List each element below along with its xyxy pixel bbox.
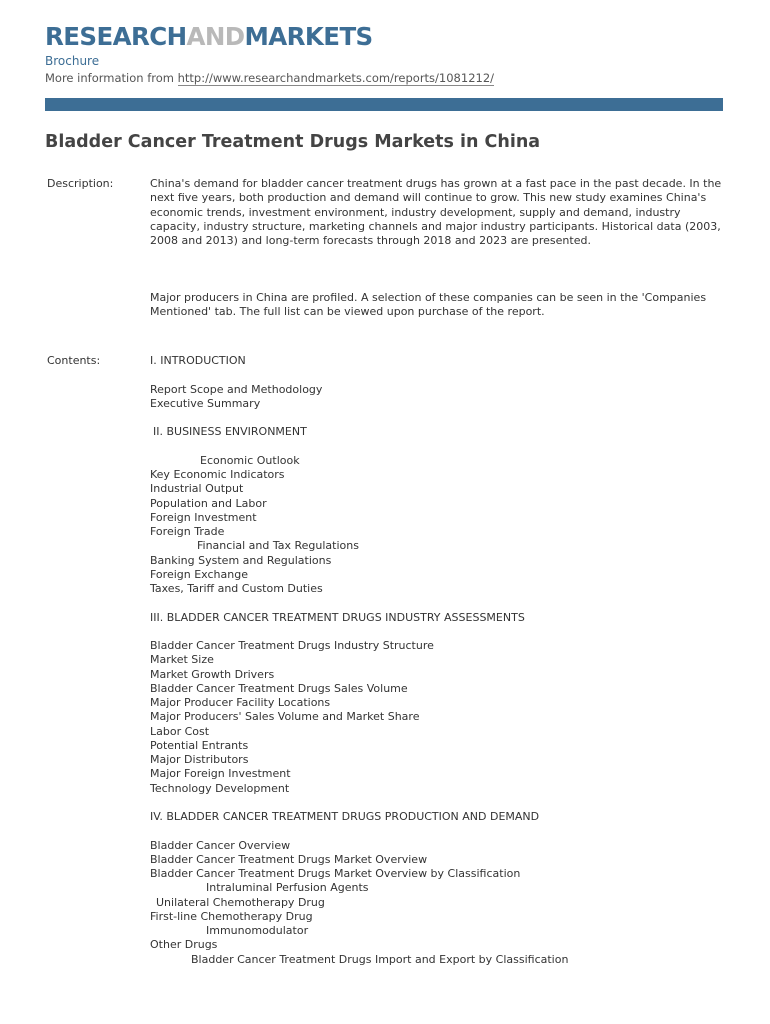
contents-item: III. BLADDER CANCER TREATMENT DRUGS INDUSTRY ASSESSMENTS bbox=[150, 610, 525, 624]
contents-spacer bbox=[150, 824, 730, 838]
contents-item: Report Scope and Methodology bbox=[150, 382, 323, 396]
contents-spacer bbox=[150, 368, 730, 382]
contents-item: Technology Development bbox=[150, 781, 290, 795]
contents-item: IV. BLADDER CANCER TREATMENT DRUGS PRODUCTION AND DEMAND bbox=[150, 810, 540, 823]
description-label: Description: bbox=[47, 177, 114, 190]
contents-item: Immunomodulator bbox=[206, 924, 309, 937]
contents-item: Bladder Cancer Treatment Drugs Industry Structure bbox=[150, 639, 434, 652]
contents-item: Major Foreign Investment bbox=[150, 767, 291, 781]
contents-item: First-line Chemotherapy Drug bbox=[150, 909, 313, 923]
contents-item: Bladder Cancer Treatment Drugs Market Overview bbox=[150, 852, 428, 866]
contents-item: Foreign Investment bbox=[150, 510, 257, 524]
brochure-label: Brochure bbox=[45, 54, 100, 68]
contents-item: Key Economic Indicators bbox=[150, 468, 285, 481]
contents-item: II. BUSINESS ENVIRONMENT bbox=[153, 425, 307, 439]
contents-spacer bbox=[150, 411, 730, 425]
contents-item: Foreign Trade bbox=[150, 525, 225, 538]
contents-item: Labor Cost bbox=[150, 724, 210, 738]
contents-item: Economic Outlook bbox=[200, 453, 300, 467]
contents-item: Foreign Exchange bbox=[150, 567, 248, 581]
contents-item: Major Producers' Sales Volume and Market Share bbox=[150, 710, 420, 724]
logo-part-markets: MARKETS bbox=[244, 22, 373, 51]
contents-spacer bbox=[150, 625, 730, 639]
contents-item: Potential Entrants bbox=[150, 738, 249, 752]
contents-item: Major Producer Facility Locations bbox=[150, 696, 331, 709]
contents-item: Market Size bbox=[150, 653, 214, 667]
contents-spacer bbox=[150, 440, 730, 454]
header-divider-bar bbox=[45, 98, 723, 111]
description-paragraph-1: China's demand for bladder cancer treatment drugs has grown at a fast pace in the past decade. In the next five years, both production and demand will continue to grow. This new study examines China's economic trends, investment environment, industry development, supply and demand, industry capacity, industry structure, marketing channels and major industry participants. Historical data (2003, 2008 and 2013) and long-term forecasts through 2018 and 2023 are presented. bbox=[150, 177, 722, 248]
contents-item: Bladder Cancer Treatment Drugs Import and Export by Classification bbox=[191, 952, 569, 966]
contents-item: Executive Summary bbox=[150, 396, 261, 410]
logo-part-research: RESEARCH bbox=[45, 22, 187, 51]
contents-item: Industrial Output bbox=[150, 482, 244, 496]
contents-spacer bbox=[150, 596, 730, 610]
page-title: Bladder Cancer Treatment Drugs Markets in China bbox=[45, 132, 541, 152]
contents-item: Intraluminal Perfusion Agents bbox=[206, 881, 369, 895]
research-and-markets-logo bbox=[45, 22, 373, 52]
logo-part-and: AND bbox=[186, 22, 245, 51]
contents-item: Financial and Tax Regulations bbox=[197, 539, 359, 553]
contents-list bbox=[150, 354, 730, 967]
contents-spacer bbox=[150, 796, 730, 810]
contents-label: Contents: bbox=[47, 354, 101, 367]
contents-item: Bladder Cancer Treatment Drugs Sales Volume bbox=[150, 681, 408, 695]
contents-item: Banking System and Regulations bbox=[150, 553, 332, 567]
report-url-link[interactable]: http://www.researchandmarkets.com/reports/1081212/ bbox=[177, 71, 495, 85]
contents-item: Population and Labor bbox=[150, 496, 267, 510]
contents-item: Bladder Cancer Overview bbox=[150, 838, 291, 852]
contents-item: Bladder Cancer Treatment Drugs Market Overview by Classification bbox=[150, 867, 521, 880]
contents-item: Unilateral Chemotherapy Drug bbox=[156, 895, 325, 909]
more-info-prefix: More information from bbox=[45, 71, 178, 85]
description-paragraph-2: Major producers in China are profiled. A selection of these companies can be seen in the 'Companies Mentioned' tab. The full list can be viewed upon purchase of the report. bbox=[150, 291, 707, 319]
contents-item: Taxes, Tariff and Custom Duties bbox=[150, 582, 323, 595]
contents-item: I. INTRODUCTION bbox=[150, 354, 246, 367]
contents-item: Market Growth Drivers bbox=[150, 667, 275, 681]
contents-item: Other Drugs bbox=[150, 938, 218, 952]
contents-item: Major Distributors bbox=[150, 753, 249, 766]
more-info-line bbox=[45, 70, 494, 86]
